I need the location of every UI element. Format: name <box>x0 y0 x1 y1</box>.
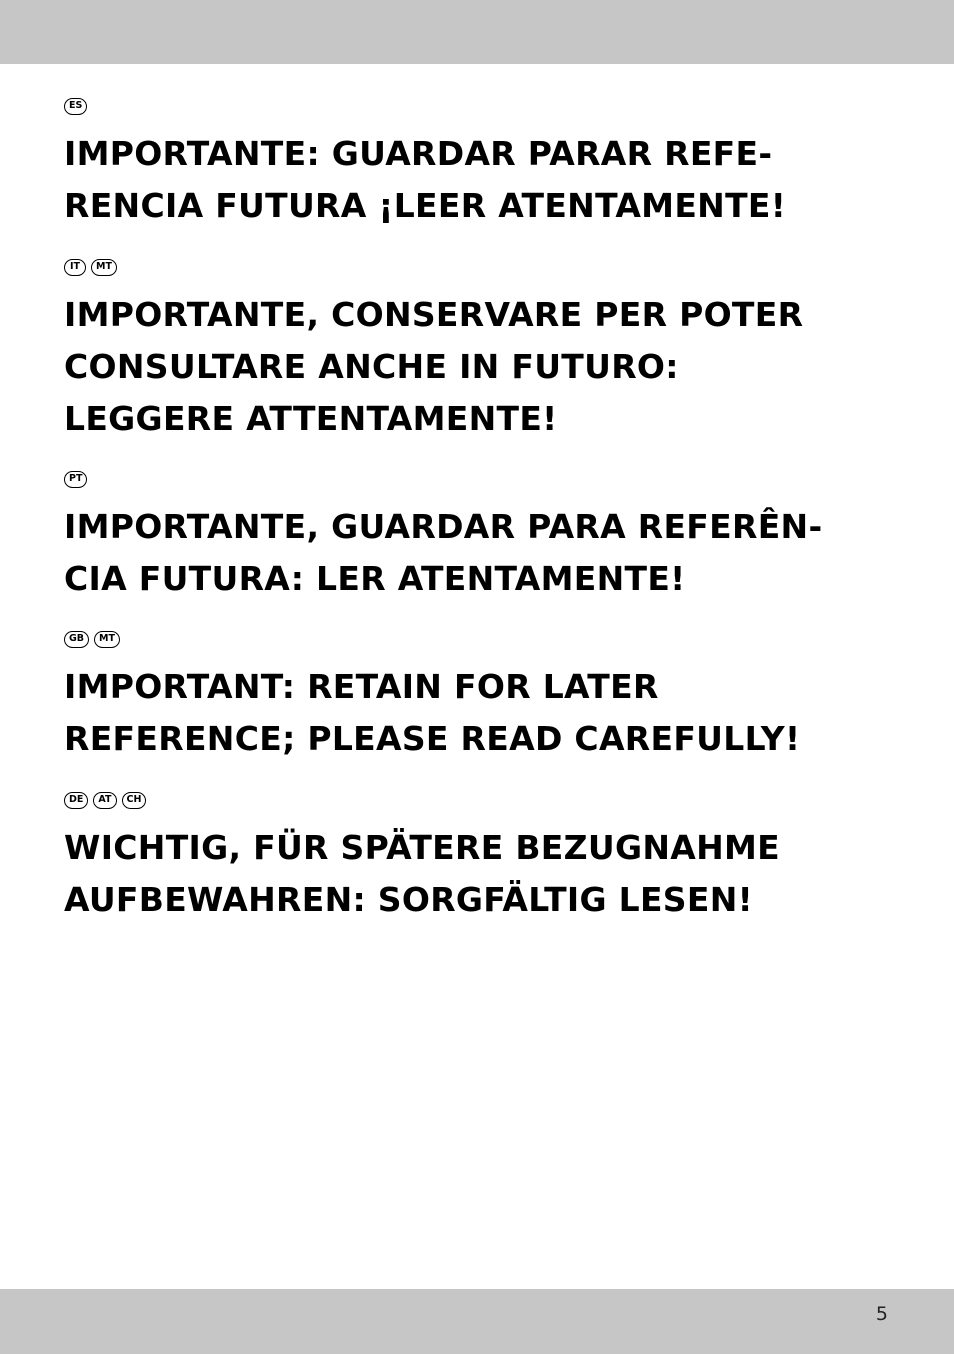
section-heading: IMPORTANTE, CONSERVARE PER POTER CONSULTARE ANCHE IN FUTURO: LEGGERE ATTENTAMENTE! <box>64 295 804 438</box>
country-code-badge: IT <box>64 259 86 276</box>
country-codes <box>64 469 904 489</box>
top-band <box>0 0 954 64</box>
country-codes <box>64 257 904 277</box>
section-heading: WICHTIG, FÜR SPÄTERE BEZUGNAHME AUFBEWAHREN: SORGFÄLTIG LESEN! <box>64 828 781 919</box>
country-code-badge: GB <box>64 631 89 648</box>
section-heading: IMPORTANT: RETAIN FOR LATER REFERENCE; PLEASE READ CAREFULLY! <box>64 667 801 758</box>
bottom-band <box>0 1289 954 1354</box>
section-heading: IMPORTANTE, GUARDAR PARA REFERÊN- CIA FUTURA: LER ATENTAMENTE! <box>64 507 823 598</box>
country-codes <box>64 790 904 810</box>
country-code-badge: MT <box>91 259 117 276</box>
section-heading: IMPORTANTE: GUARDAR PARAR REFE- RENCIA FUTURA ¡LEER ATENTAMENTE! <box>64 134 787 225</box>
country-codes <box>64 96 904 116</box>
section-gb <box>64 629 904 765</box>
section-it <box>64 257 904 445</box>
country-codes <box>64 629 904 649</box>
section-es <box>64 96 904 232</box>
country-code-badge: AT <box>93 792 116 809</box>
country-code-badge: PT <box>64 471 87 488</box>
country-code-badge: ES <box>64 98 87 115</box>
page-number: 5 <box>875 1303 888 1325</box>
section-de <box>64 790 904 926</box>
country-code-badge: DE <box>64 792 88 809</box>
country-code-badge: CH <box>122 792 147 809</box>
country-code-badge: MT <box>94 631 120 648</box>
section-pt <box>64 469 904 605</box>
